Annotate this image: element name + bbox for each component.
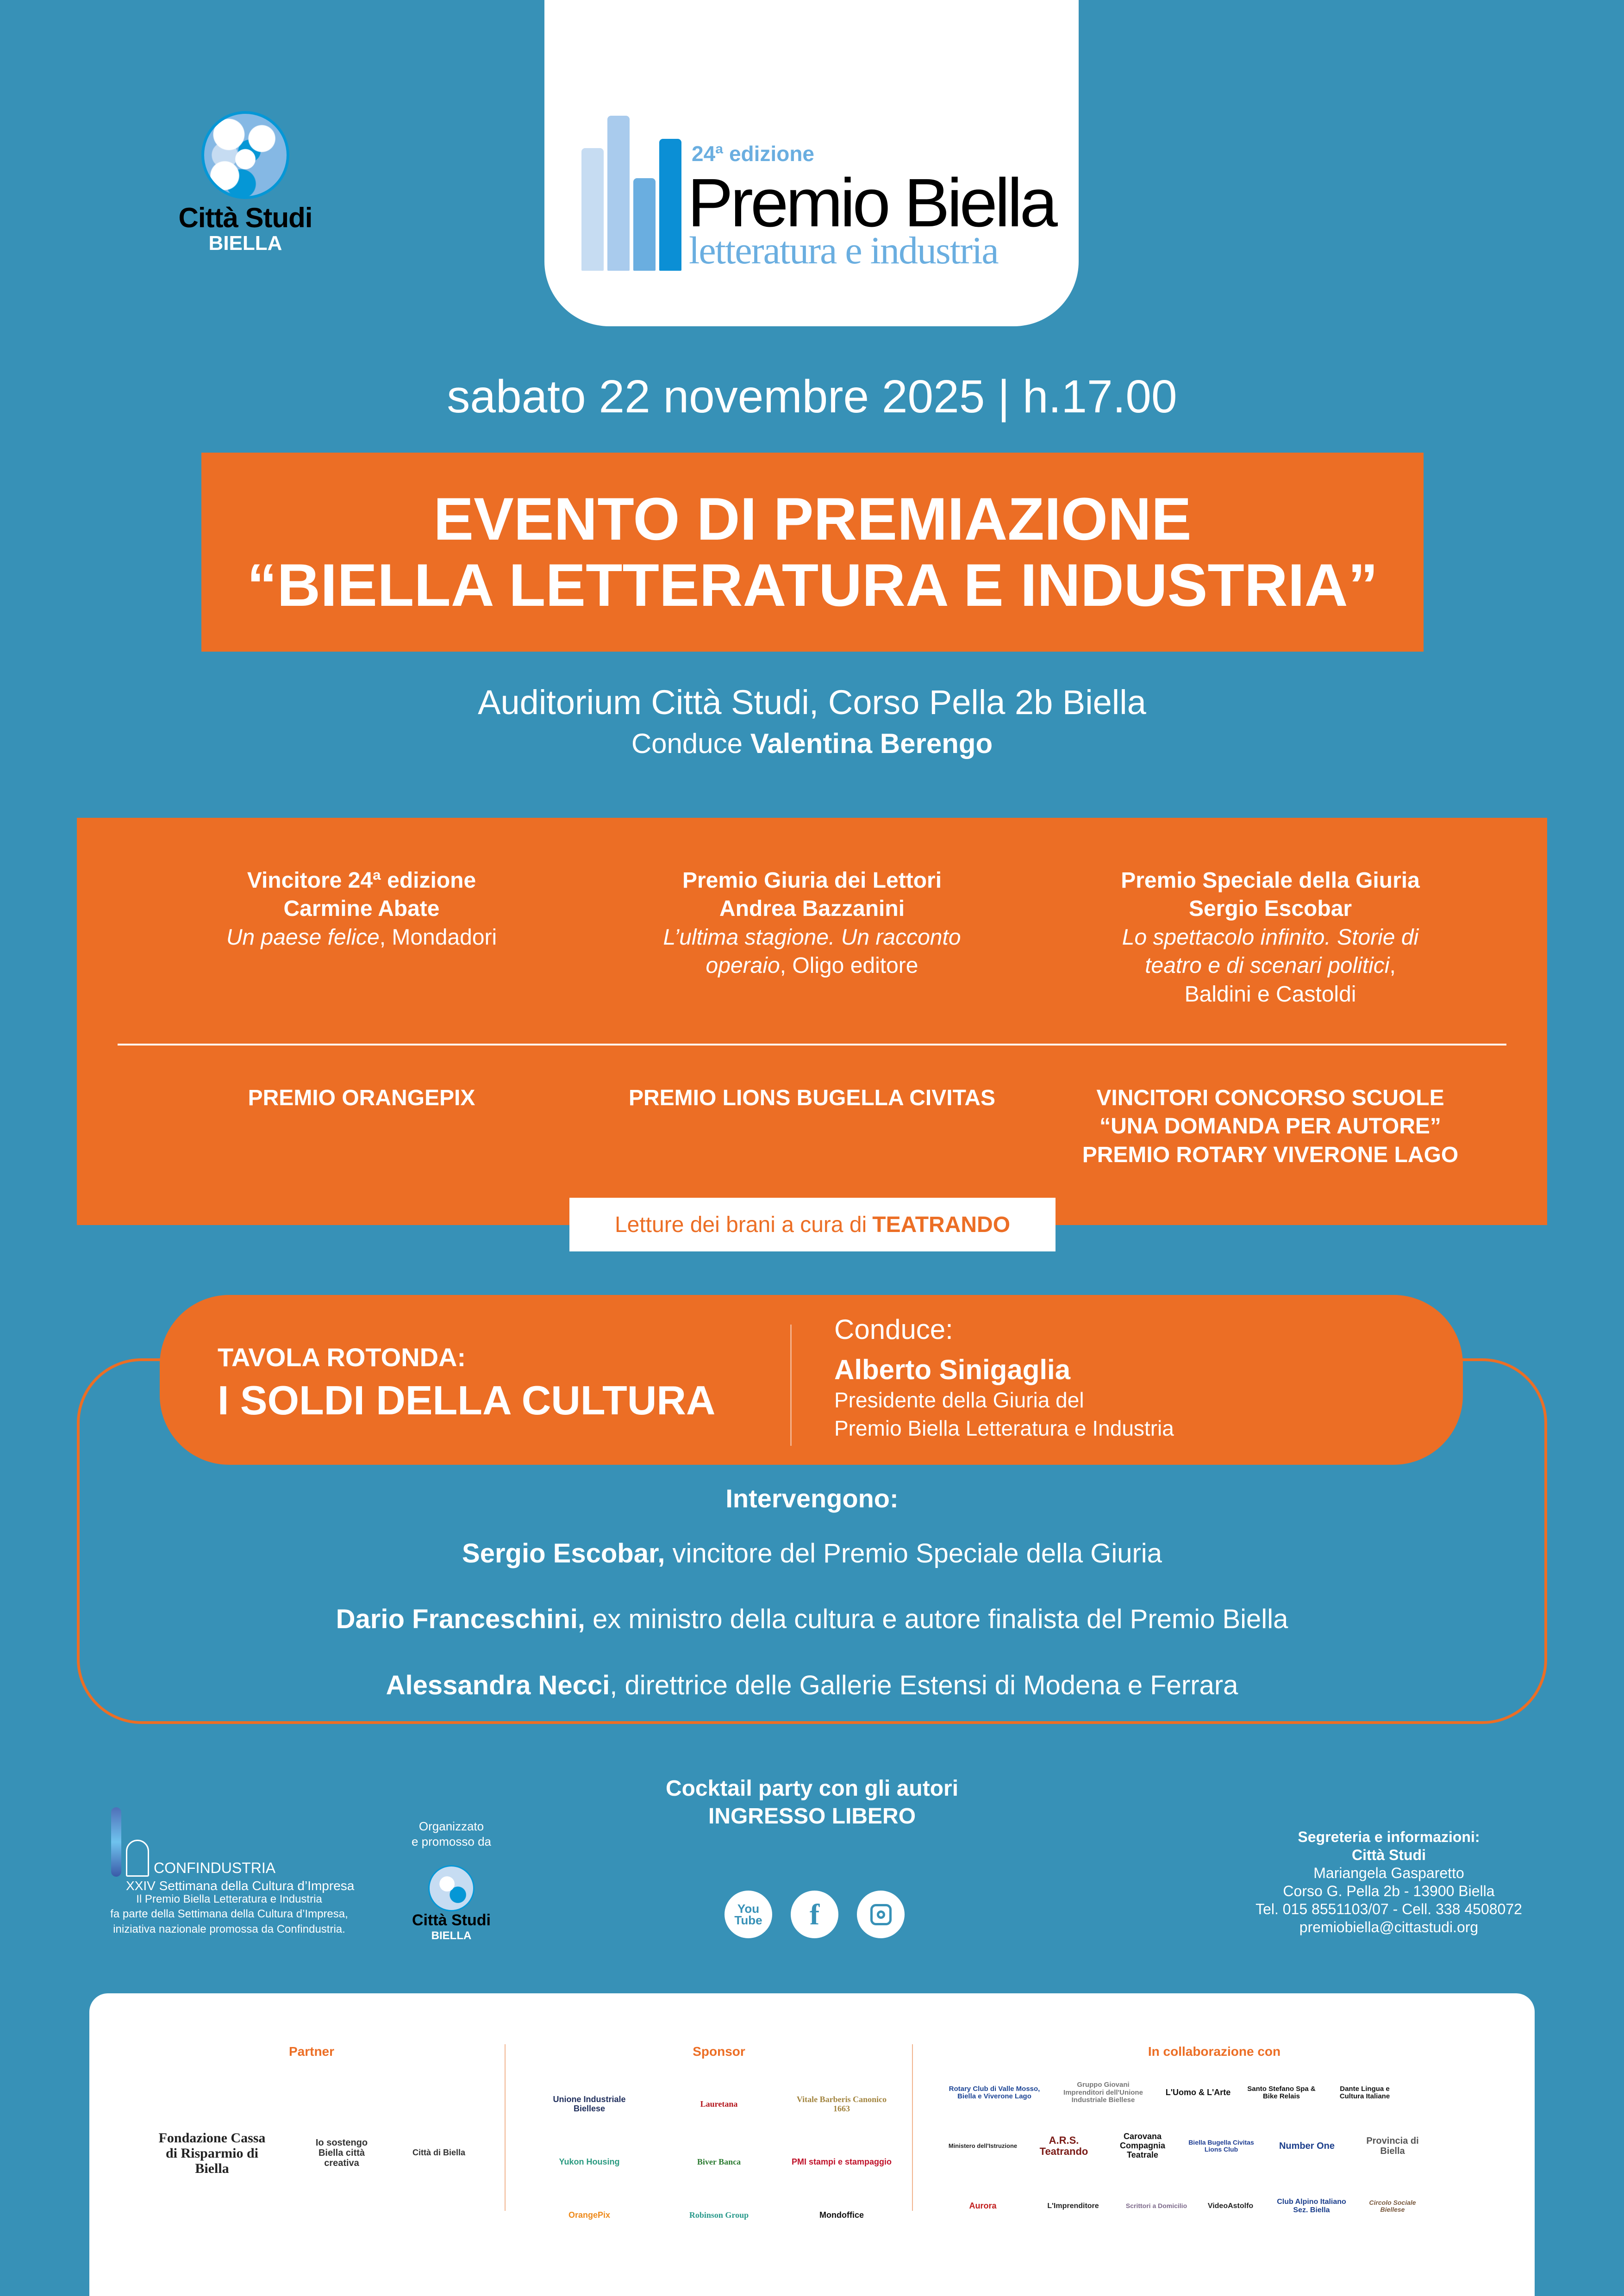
moderator-name: Alberto Sinigaglia (834, 1354, 1071, 1385)
youtube-icon[interactable]: You Tube (725, 1891, 772, 1938)
collab-logo: Dante Lingua e Cultura Italiane (1339, 2084, 1390, 2100)
sponsor-heading: Sponsor (693, 2044, 745, 2059)
sponsor-logo: Mondoffice (819, 2210, 864, 2220)
cocktail-notice: Cocktail party con gli autori INGRESSO LIBERO (665, 1776, 959, 1829)
event-host (0, 728, 1624, 759)
divider (912, 2044, 913, 2211)
awards-divider (118, 1044, 1506, 1045)
event-venue: Auditorium Città Studi, Corso Pella 2b Biella (478, 683, 1146, 722)
sponsor-logo: Biver Banca (697, 2157, 741, 2167)
round-table-label: TAVOLA ROTONDA: (218, 1343, 466, 1372)
collab-logo: Number One (1279, 2141, 1335, 2151)
event-date: sabato 22 novembre 2025 | h.17.00 (447, 371, 1177, 423)
award-winner: Vincitore 24ª edizione Carmine Abate Un paese felice, Mondadori (226, 868, 497, 950)
collab-logo: A.R.S. Teatrando (1039, 2134, 1088, 2157)
award-readers-jury: Premio Giuria dei Lettori Andrea Bazzanini L’ultima stagione. Un racconto operaio, Oligo editore (663, 868, 961, 978)
collab-logo: Rotary Club di Valle Mosso, Biella e Viverone Lago (949, 2084, 1040, 2100)
organizer-label: Organizzato e promosso da (412, 1819, 491, 1848)
divider (505, 2044, 506, 2211)
speaker-item: Sergio Escobar, vincitore del Premio Speciale della Giuria (462, 1538, 1162, 1568)
speakers-heading: Intervengono: (725, 1484, 899, 1513)
logo-city: BIELLA (208, 232, 282, 255)
confindustria-logo: CONFINDUSTRIA XXIV Settimana della Cultura d’Impresa (111, 1807, 370, 1893)
host-label: Conduce (631, 728, 743, 759)
sponsor-logo: Lauretana (700, 2099, 738, 2109)
host-name: Valentina Berengo (750, 728, 993, 759)
sponsor-logo: Unione Industriale Biellese (553, 2095, 626, 2113)
citta-studi-logo (153, 111, 338, 255)
event-title-line2: “BIELLA LETTERATURA E INDUSTRIA” (247, 551, 1378, 619)
moderator-role: Presidente della Giuria del Premio Biella Letteratura e Industria (834, 1388, 1174, 1440)
instagram-icon[interactable] (857, 1891, 905, 1938)
globe-icon (201, 111, 289, 199)
bars-icon (581, 116, 660, 271)
collab-logo: Aurora (969, 2201, 997, 2211)
event-title-box (201, 453, 1424, 652)
partner-logo: Io sostengo Biella città creativa (315, 2138, 368, 2168)
sponsor-logo: Robinson Group (689, 2210, 749, 2220)
partner-logo: Fondazione Cassa di Risparmio di Biella (158, 2130, 266, 2176)
organizer-logo: Città Studi BIELLA (403, 1865, 500, 1942)
award-orangepix: PREMIO ORANGEPIX (248, 1086, 475, 1110)
round-table-title: I SOLDI DELLA CULTURA (218, 1377, 716, 1423)
moderator-label: Conduce: (834, 1314, 953, 1345)
edition-label: 24ª edizione (692, 142, 814, 166)
email-link[interactable]: premiobiella@cittastudi.org (1299, 1919, 1479, 1936)
awards-box (77, 818, 1547, 1225)
confindustria-note: Il Premio Biella Letteratura e Industria fa parte della Settimana della Cultura d’Impresa, iniziativa nazionale promossa da Confindustria. (110, 1893, 348, 1935)
speaker-item: Alessandra Necci, direttrice delle Gallerie Estensi di Modena e Ferrara (386, 1670, 1238, 1700)
round-table-separator (790, 1325, 792, 1446)
logo-name: Città Studi (178, 202, 312, 233)
eagle-icon (126, 1840, 149, 1877)
collab-logo: L'Imprenditore (1047, 2202, 1099, 2210)
globe-icon (428, 1865, 475, 1911)
award-lions: PREMIO LIONS BUGELLA CIVITAS (628, 1086, 996, 1110)
event-title-line1: EVENTO DI PREMIAZIONE (433, 485, 1192, 553)
collab-logo: Gruppo Giovani Imprenditori dell'Unione Industriale Biellese (1063, 2081, 1143, 2104)
collab-logo: Santo Stefano Spa & Bike Relais (1247, 2084, 1316, 2100)
collab-logo: Provincia di Biella (1366, 2136, 1419, 2156)
collab-logo: Biella Bugella Civitas Lions Club (1188, 2138, 1254, 2153)
sponsor-logo: PMI stampi e stampaggio (791, 2157, 892, 2167)
collab-logo: L'Uomo & L'Arte (1165, 2088, 1231, 2097)
contact-info: Segreteria e informazioni: Città Studi Mariangela Gasparetto Corso G. Pella 2b - 13900 Biella Tel. 015 8551103/07 - Cell. 338 4508072 premiobiella@cittastudi.org (1250, 1828, 1528, 1936)
collab-logo: VideoAstolfo (1207, 2202, 1254, 2210)
collab-logo: Scrittori a Domicilio (1125, 2202, 1187, 2210)
readings-banner: Letture dei brani a cura di TEATRANDO (569, 1198, 1056, 1251)
sponsor-logo: OrangePix (568, 2210, 611, 2220)
collab-logo: Carovana Compagnia Teatrale (1119, 2132, 1165, 2159)
sponsor-logo: Vitale Barberis Canonico 1663 (796, 2095, 887, 2113)
collab-logo: Club Alpino Italiano Sez. Biella (1277, 2198, 1346, 2214)
collab-logo: Circolo Sociale Biellese (1369, 2198, 1416, 2213)
sponsor-logo: Yukon Housing (559, 2157, 620, 2167)
award-special-jury: Premio Speciale della Giuria Sergio Escobar Lo spettacolo infinito. Storie di teatro e di scenari politici, Baldini e Castoldi (1121, 868, 1420, 1007)
facebook-icon[interactable]: f (791, 1891, 838, 1938)
partner-heading: Partner (288, 2044, 335, 2059)
collab-heading: In collaborazione con (1148, 2044, 1281, 2059)
speaker-item: Dario Franceschini, ex ministro della cultura e autore finalista del Premio Biella (336, 1604, 1288, 1634)
premio-subtitle: letteratura e industria (689, 229, 998, 272)
partner-logo: Città di Biella (412, 2148, 466, 2158)
collab-logo: Ministero dell'Istruzione (948, 2142, 1018, 2149)
sponsors-panel (89, 1993, 1535, 2296)
social-links (725, 1891, 905, 1938)
award-schools-rotary: VINCITORI CONCORSO SCUOLE “UNA DOMANDA PER AUTORE” PREMIO ROTARY VIVERONE LAGO (1082, 1086, 1459, 1167)
premio-title: Premio Biella (687, 165, 1055, 241)
helix-icon (111, 1807, 121, 1877)
